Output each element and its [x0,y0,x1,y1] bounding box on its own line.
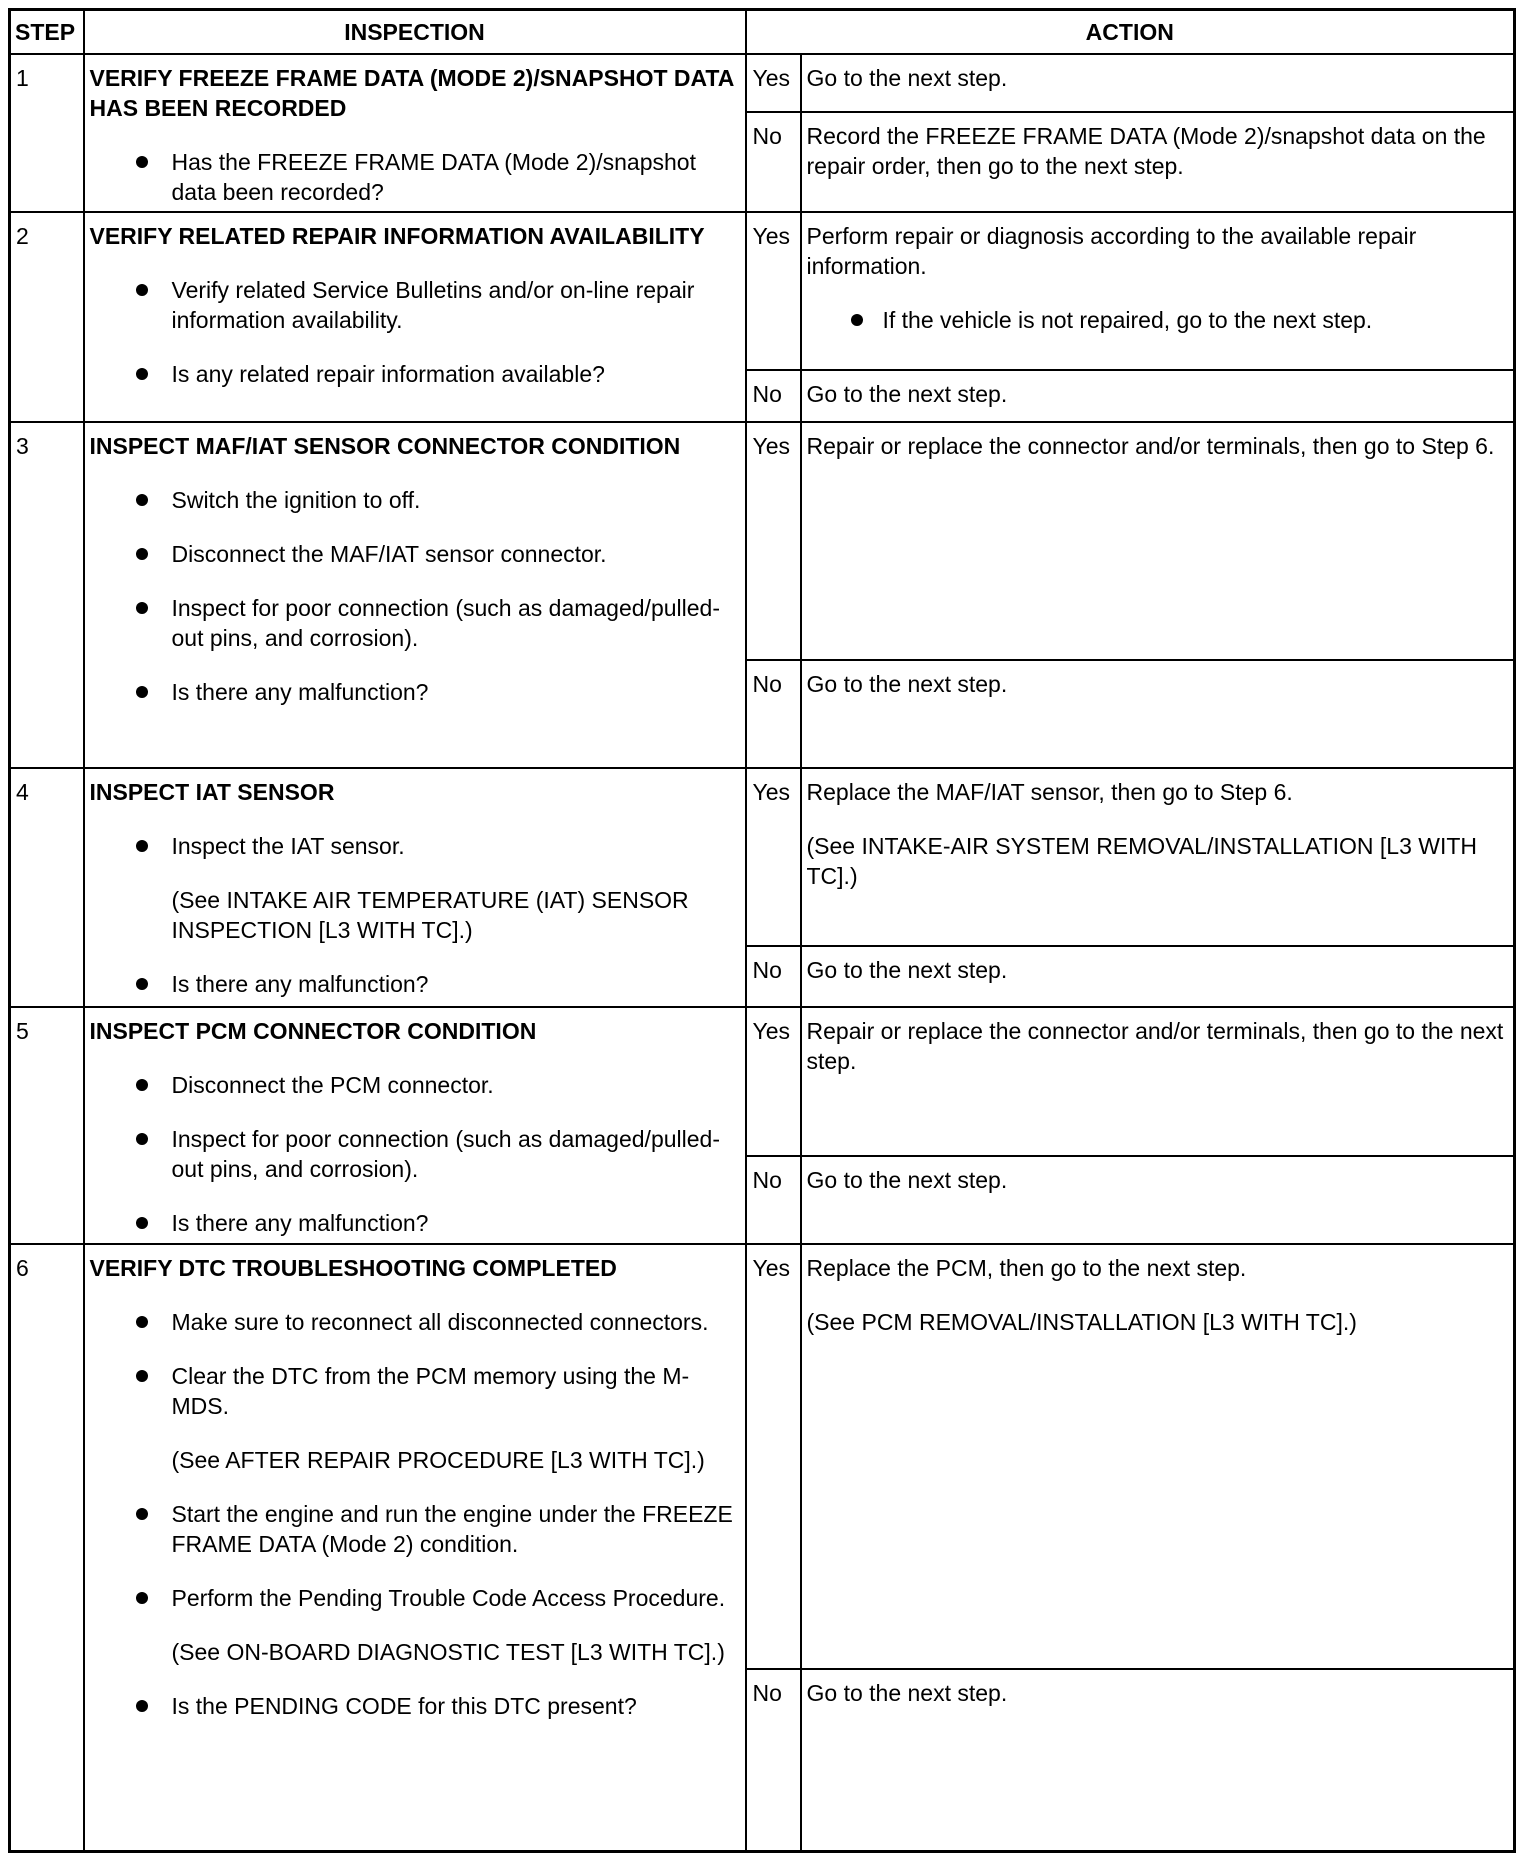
inspection-bullet: Is the PENDING CODE for this DTC present? [90,1691,740,1721]
inspection-bullet: Inspect the IAT sensor. [90,831,740,861]
yes-action-reference: (See INTAKE-AIR SYSTEM REMOVAL/INSTALLATION [L3 WITH TC].) [806,833,1478,889]
yes-action-cell [801,1244,1515,1669]
no-label: No [752,1680,782,1706]
yes-action-text: Replace the MAF/IAT sensor, then go to Step 6. [806,779,1293,805]
no-action-text: Go to the next step. [806,957,1008,983]
no-action-cell [801,660,1515,768]
yes-action-text: Repair or replace the connector and/or terminals, then go to Step 6. [806,433,1495,459]
yes-label-cell [746,54,801,112]
step-number: 6 [16,1255,29,1281]
step-number: 3 [16,433,29,459]
step-row-yes [10,768,1515,946]
inspection-header: INSPECTION [84,10,746,55]
step-number-cell [10,1244,84,1851]
no-action-cell [801,1669,1515,1851]
yes-action-reference: (See PCM REMOVAL/INSTALLATION [L3 WITH TC].) [806,1309,1357,1335]
no-action-cell [801,370,1515,422]
inspection-bullet: Disconnect the MAF/IAT sensor connector. [90,539,740,569]
step-number: 4 [16,779,29,805]
step-number: 1 [16,65,29,91]
yes-action-cell [801,1007,1515,1156]
inspection-cell [84,1007,746,1244]
no-label: No [752,671,782,697]
no-action-text: Go to the next step. [806,671,1008,697]
table-body [10,54,1515,1851]
inspection-bullet: Disconnect the PCM connector. [90,1070,740,1100]
yes-action-text: Repair or replace the connector and/or terminals, then go to the next step. [806,1018,1504,1074]
step-row-yes [10,422,1515,660]
no-label-cell [746,1669,801,1851]
yes-label-cell [746,1244,801,1669]
inspection-bullet: Has the FREEZE FRAME DATA (Mode 2)/snapshot data been recorded? [90,147,740,207]
no-label: No [752,1167,782,1193]
no-action-cell [801,1156,1515,1244]
inspection-title: VERIFY FREEZE FRAME DATA (MODE 2)/SNAPSHOT DATA HAS BEEN RECORDED [89,65,734,121]
inspection-cell [84,212,746,422]
step-row-yes [10,1244,1515,1669]
yes-label: Yes [752,223,791,249]
yes-action-cell [801,212,1515,370]
no-label-cell [746,1156,801,1244]
no-label-cell [746,660,801,768]
inspection-title: VERIFY RELATED REPAIR INFORMATION AVAILABILITY [89,223,705,249]
yes-action-cell [801,422,1515,660]
yes-label-cell [746,768,801,946]
step-number-cell [10,1007,84,1244]
yes-label-cell [746,1007,801,1156]
no-label: No [752,381,782,407]
inspection-bullet: Clear the DTC from the PCM memory using the M-MDS. [90,1361,740,1421]
yes-label: Yes [752,1018,791,1044]
inspection-reference: (See ON-BOARD DIAGNOSTIC TEST [L3 WITH TC].) [171,1639,725,1665]
diagnostic-procedure-table [8,8,1516,1853]
no-action-cell [801,112,1515,212]
yes-label-cell [746,422,801,660]
inspection-bullet: Inspect for poor connection (such as damaged/pulled-out pins, and corrosion). [90,1124,740,1184]
inspection-bullet: Make sure to reconnect all disconnected connectors. [90,1307,740,1337]
inspection-cell [84,1244,746,1851]
yes-label: Yes [752,1255,791,1281]
step-row-yes [10,1007,1515,1156]
yes-label: Yes [752,779,791,805]
inspection-title: INSPECT PCM CONNECTOR CONDITION [89,1018,537,1044]
yes-label: Yes [752,433,791,459]
yes-action-bullet: If the vehicle is not repaired, go to the next step. [807,305,1509,335]
step-row-yes [10,54,1515,112]
step-number-cell [10,422,84,768]
inspection-reference: (See INTAKE AIR TEMPERATURE (IAT) SENSOR INSPECTION [L3 WITH TC].) [171,887,689,943]
inspection-title: INSPECT IAT SENSOR [89,779,335,805]
yes-action-text: Go to the next step. [806,65,1008,91]
inspection-bullet: Start the engine and run the engine under the FREEZE FRAME DATA (Mode 2) condition. [90,1499,740,1559]
no-action-text: Record the FREEZE FRAME DATA (Mode 2)/snapshot data on the repair order, then go to the next step. [806,123,1486,180]
inspection-bullet: Is there any malfunction? [90,1208,740,1238]
inspection-title: INSPECT MAF/IAT SENSOR CONNECTOR CONDITION [89,433,681,459]
inspection-reference: (See AFTER REPAIR PROCEDURE [L3 WITH TC].) [171,1447,705,1473]
step-number: 2 [16,223,29,249]
yes-label: Yes [752,65,791,91]
no-action-cell [801,946,1515,1007]
inspection-bullet: Switch the ignition to off. [90,485,740,515]
no-label-cell [746,946,801,1007]
inspection-bullet: Is there any malfunction? [90,677,740,707]
step-header: STEP [10,10,84,55]
step-number-cell [10,768,84,1007]
inspection-bullet: Verify related Service Bulletins and/or on-line repair information availability. [90,275,740,335]
yes-action-cell [801,54,1515,112]
inspection-cell [84,54,746,212]
step-number-cell [10,212,84,422]
step-row-yes [10,212,1515,370]
action-header: ACTION [746,10,1515,55]
yes-action-cell [801,768,1515,946]
no-label: No [752,957,782,983]
yes-action-text: Perform repair or diagnosis according to the available repair information. [806,223,1417,279]
step-number-cell [10,54,84,212]
inspection-bullet: Inspect for poor connection (such as damaged/pulled-out pins, and corrosion). [90,593,740,653]
no-action-text: Go to the next step. [806,381,1008,407]
yes-action-text: Replace the PCM, then go to the next step. [806,1255,1247,1281]
inspection-cell [84,768,746,1007]
step-number: 5 [16,1018,29,1044]
no-label: No [752,123,782,150]
inspection-cell [84,422,746,768]
yes-label-cell [746,212,801,370]
inspection-bullet: Is any related repair information available? [90,359,740,389]
no-action-text: Go to the next step. [806,1167,1008,1193]
no-label-cell [746,370,801,422]
inspection-bullet: Is there any malfunction? [90,969,740,999]
inspection-title: VERIFY DTC TROUBLESHOOTING COMPLETED [89,1255,617,1281]
inspection-bullet: Perform the Pending Trouble Code Access Procedure. [90,1583,740,1613]
no-action-text: Go to the next step. [806,1680,1008,1706]
header-row [10,10,1515,55]
no-label-cell [746,112,801,212]
